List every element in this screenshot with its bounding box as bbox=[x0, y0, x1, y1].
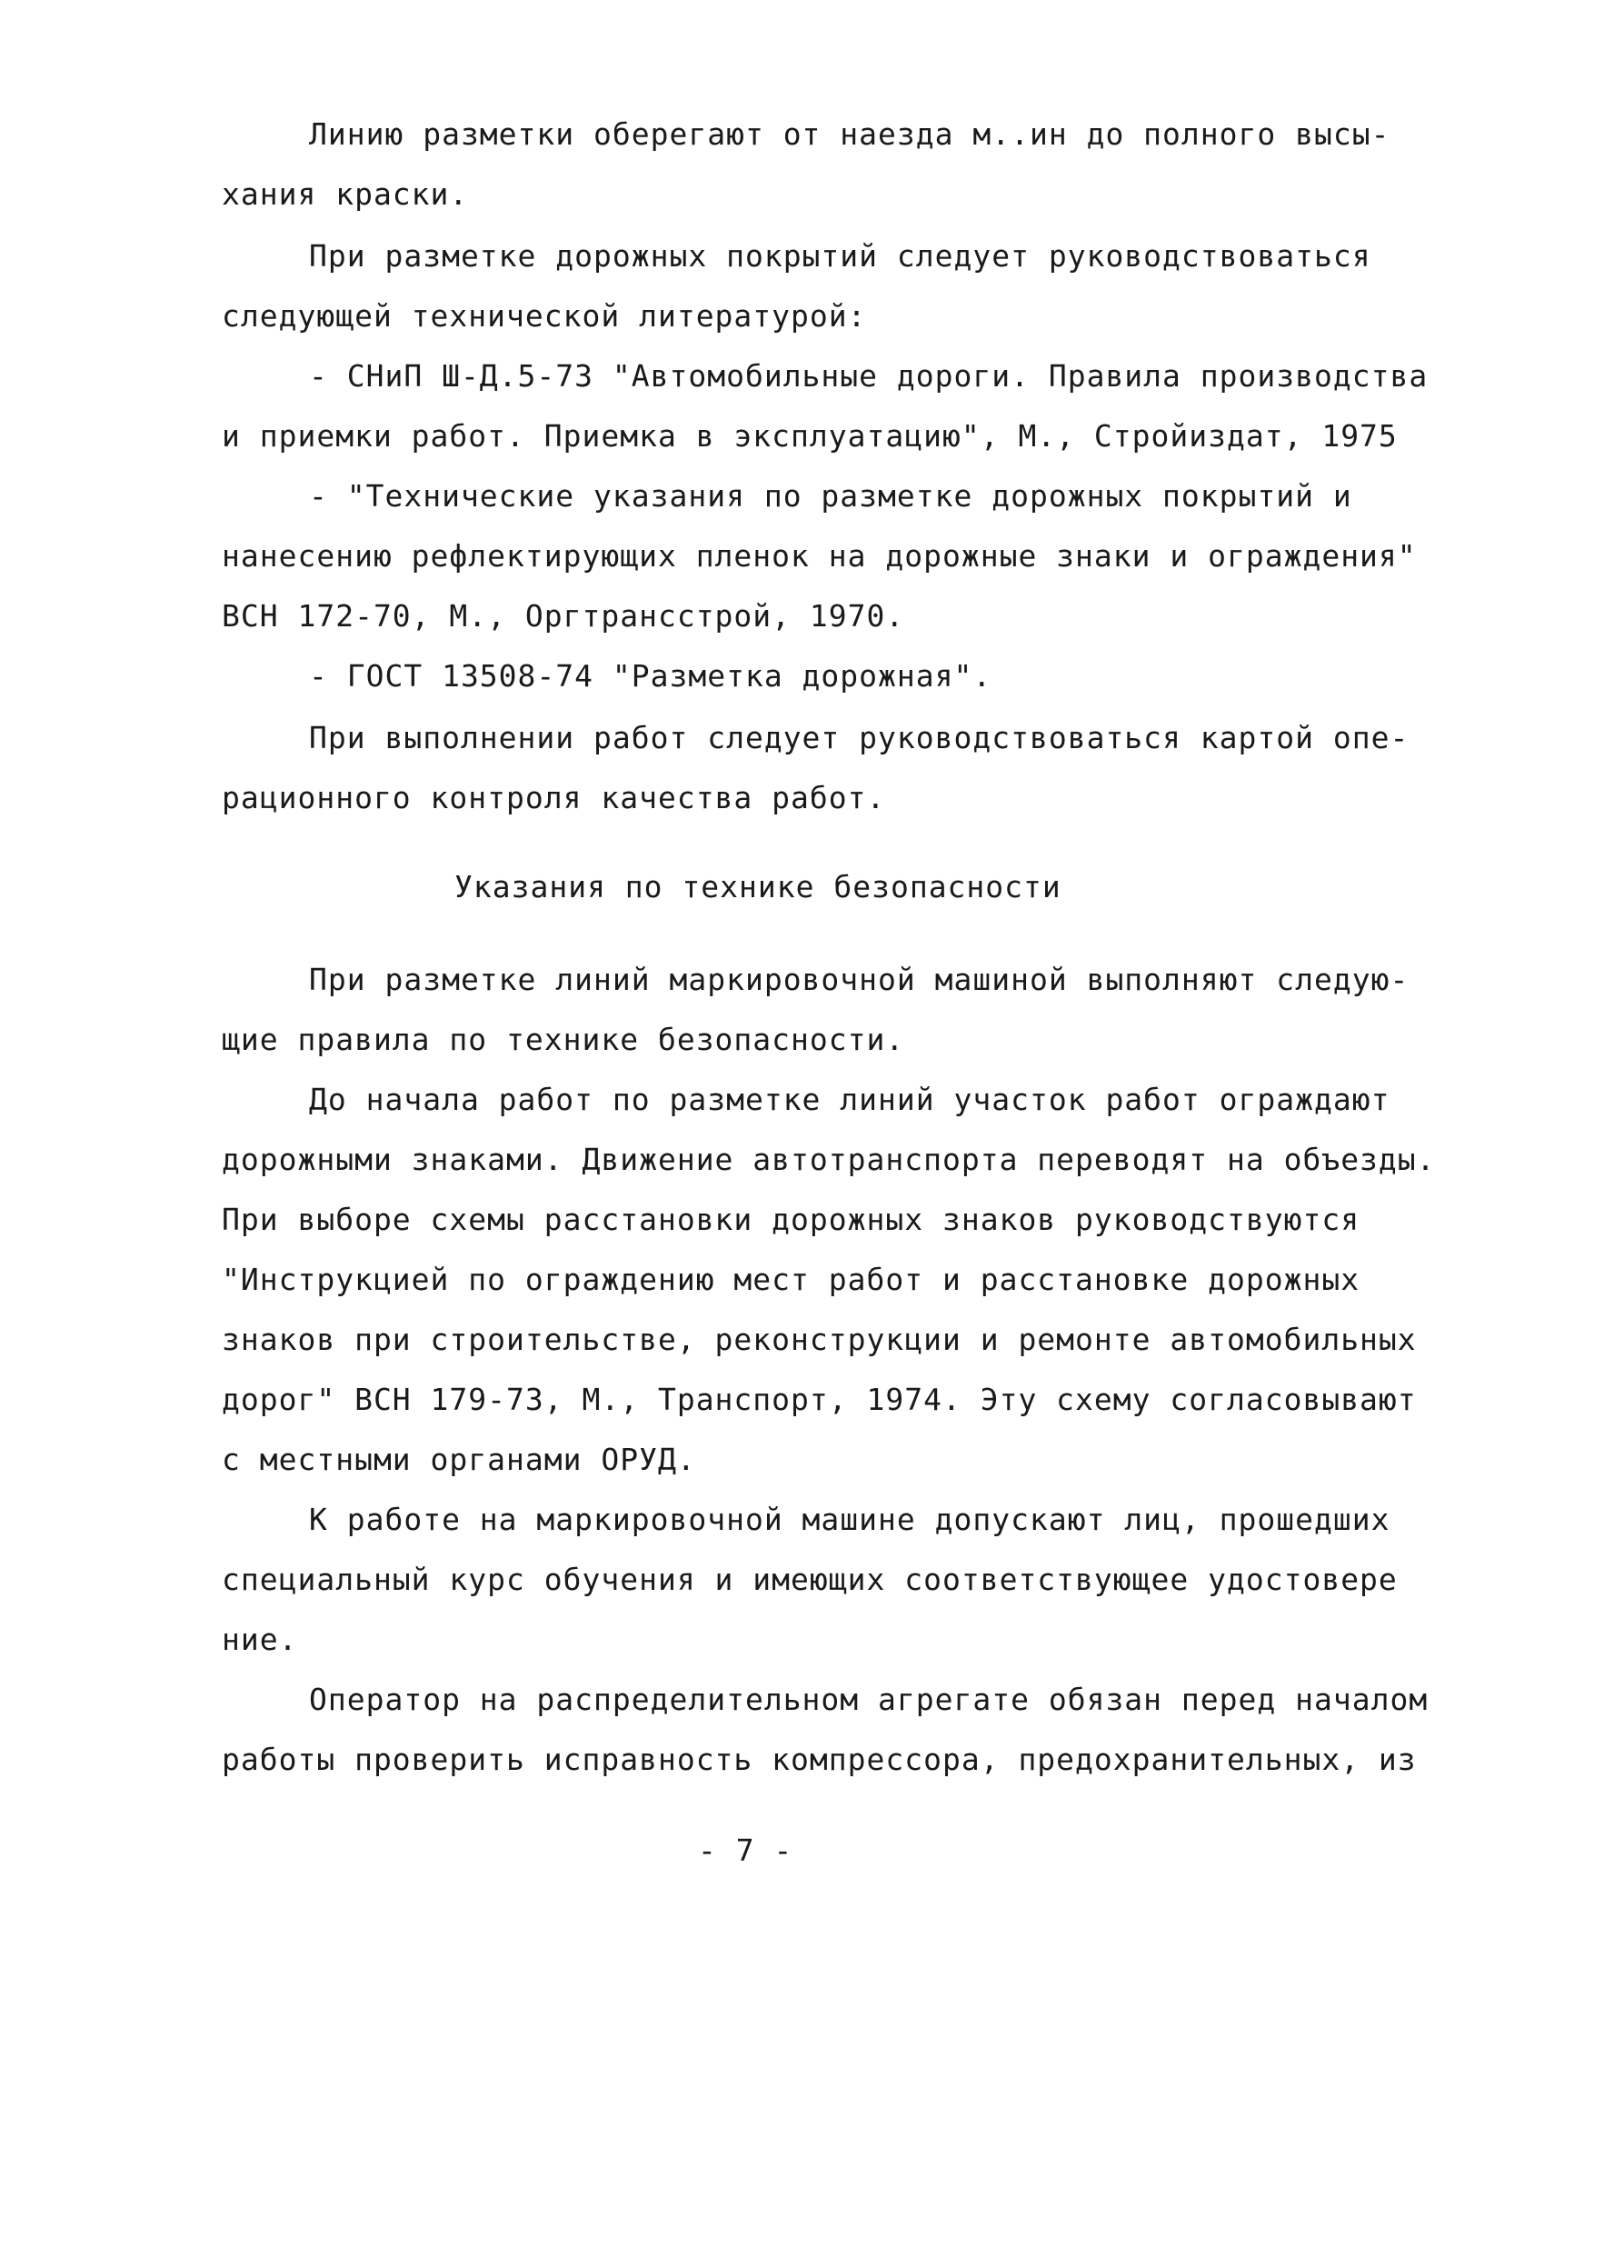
text-line: Линию разметки оберегают от наезда м..ин до полного высы- bbox=[309, 116, 1390, 152]
text-line: При разметке дорожных покрытий следует руководствоваться bbox=[309, 238, 1371, 274]
text-line: хания краски. bbox=[222, 176, 469, 212]
text-line: дорожными знаками. Движение автотранспорта переводят на объезды. bbox=[222, 1142, 1436, 1177]
text-line: К работе на маркировочной машине допускают лиц, прошедших bbox=[309, 1502, 1390, 1537]
text-line: нанесению рефлектирующих пленок на дорожные знаки и ограждения" bbox=[222, 538, 1417, 574]
page-number: - 7 - bbox=[698, 1833, 793, 1868]
section-heading: Указания по технике безопасности bbox=[454, 869, 1061, 904]
text-line: При выборе схемы расстановки дорожных знаков руководствуются bbox=[222, 1202, 1360, 1237]
text-line: При разметке линий маркировочной машиной выполняют следую- bbox=[309, 962, 1410, 997]
text-line: знаков при строительстве, реконструкции и ремонте автомобильных bbox=[222, 1322, 1417, 1357]
text-line: ВСН 172-70, М., Оргтрансстрой, 1970. bbox=[222, 598, 905, 634]
text-line: До начала работ по разметке линий участок работ ограждают bbox=[309, 1082, 1390, 1117]
text-line: - СНиП Ш-Д.5-73 "Автомобильные дороги. Правила производства bbox=[309, 358, 1429, 394]
text-line: специальный курс обучения и имеющих соответствующее удостовере bbox=[222, 1562, 1398, 1597]
text-line: работы проверить исправность компрессора, предохранительных, из bbox=[222, 1742, 1417, 1777]
text-line: следующей технической литературой: bbox=[222, 298, 867, 334]
text-line: рационного контроля качества работ. bbox=[222, 780, 886, 815]
text-line: с местными органами ОРУД. bbox=[222, 1442, 696, 1477]
text-line: дорог" ВСН 179-73, М., Транспорт, 1974. Эту схему согласовывают bbox=[222, 1382, 1417, 1417]
text-line: ние. bbox=[222, 1622, 298, 1657]
text-line: - ГОСТ 13508-74 "Разметка дорожная". bbox=[309, 658, 992, 694]
text-line: Оператор на распределительном агрегате обязан перед началом bbox=[309, 1682, 1429, 1717]
text-line: щие правила по технике безопасности. bbox=[222, 1022, 905, 1057]
text-line: При выполнении работ следует руководствоваться картой опе- bbox=[309, 720, 1410, 755]
text-line: - "Технические указания по разметке дорожных покрытий и bbox=[309, 478, 1352, 514]
text-line: "Инструкцией по ограждению мест работ и расстановке дорожных bbox=[222, 1262, 1360, 1297]
text-line: и приемки работ. Приемка в эксплуатацию", М., Стройиздат, 1975 bbox=[222, 418, 1398, 454]
